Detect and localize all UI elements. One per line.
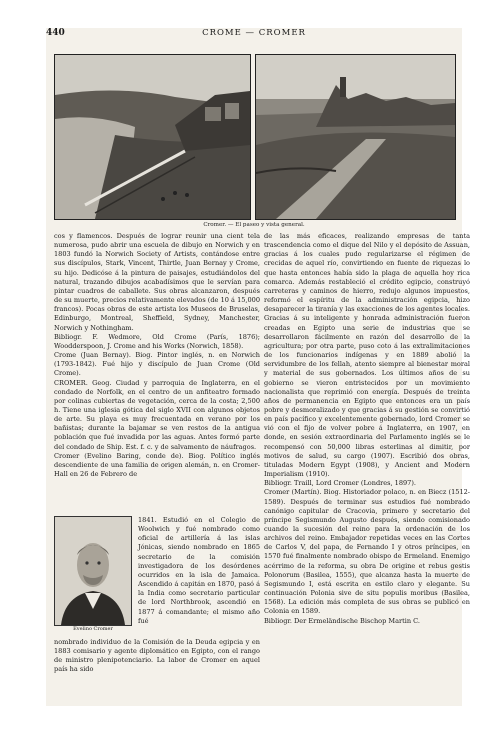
paragraph-cromer-geography: CROMER. Geog. Ciudad y parroquia de Inglaterra, en el condado de Norfolk, en el centro de un anfiteatro formado por colinas cubiertas de vegetación, cerca de la costa; 2,500 h. Tiene una iglesia gótica del siglo XVII con algunos objetos de arte. Su playa es muy frecuentada en verano por los bañistas; durante la bajamar se ven restos de la antigua población que fué invadida por las aguas. Antes formó parte del condado de Ship. Est. f. c. y de salvamento de náufragos.	[54, 378, 260, 451]
promenade-photo	[54, 54, 251, 220]
paragraph-cromer-egypt: de las más eficaces, realizando empresas de tanta trascendencia como el dique del Nilo y el depósito de Assuan, gracias á los cuales pudo regularizarse el régimen de crecidas de aquel río, convirtiendo en fuente de riquezas lo que hasta entonces había sido la plaga de aquella hoy rica comarca. Además restableció el crédito egipcio, construyó carreteras y caminos de hierro, redujo algunos impuestos, reformó el espíritu de la administración egipcia, hizo desaparecer la tiranía y las exacciones de los agentes locales. Gracias á su inteligente y honrada administración fueron creadas en Egipto una serie de industrias que se desarrollaron fácilmente en razón del desarrollo de la agricultura; por otra parte, puso coto á las extralimitaciones de los funcionarios indígenas y en 1889 abolió la servidumbre de los fellah, atento siempre al bienestar moral y material de sus gobernados. Los últimos años de su gobierno se vieron entristecidos por un movimiento nacionalista que reprimió con energía. Después de treinta años de permanencia en Egipto que entonces era un país pobre y desmoralizado y que gracias á su gestión se convirtió en país pacífico y excelentemente gobernado, lord Cromer se vió con el fijo de volver pobre á Inglaterra, en 1907, en donde, en sesión extraordinaria del Parlamento inglés se le recompensó con 50,000 libras esterlinas al dimitir, por motivos de salud, su cargo (1907). Escribió dos obras, tituladas Modern Egypt (1908), y Ancient and Modern Imperialism (1910).	[264, 232, 470, 479]
running-header	[46, 28, 462, 42]
paragraph-cromer-martin: Cromer (Martín). Biog. Historiador polaco, n. en Biecz (1512-1589). Después de terminar sus estudios fué nombrado canónigo capitular de Cracovia, primero y secretario del príncipe Segismundo Augusto después, siendo comisionado cuando la sucesión del reino para la ordenación de los archivos del reino. Embajador repetidas veces en las Cortes de Carlos V, del papa, de Fernando I y otros príncipes, en 1570 fué finalmente nombrado obispo de Ermeland. Enemigo acérrimo de la reforma, su obra De origine et rebus gestis Polonorum (Basilea, 1555), que alcanza hasta la muerte de Segismundo I, está escrita en estilo claro y elegante. Su continuación Polonia sive de situ populis moribus (Basilea, 1568). La edición más completa de sus obras se publicó en Colonia en 1589.	[264, 488, 470, 616]
left-column-bottom: nombrado individuo de la Comisión de la Deuda egipcia y en 1883 comisario y agente diplomático en Egipto, con el rango de ministro plenipotenciario. La labor de Cromer en aquel país ha sido	[54, 638, 260, 674]
paragraph-bibliography-martin: Bibliogr. Der Ermeländische Bischop Martin C.	[264, 616, 420, 625]
page-title: CROME — CROMER	[202, 28, 306, 38]
general-view-photo	[255, 54, 456, 220]
photo-plate	[54, 54, 454, 218]
paragraph-bibliography-traill: Bibliogr. Traill, Lord Cromer (Londres, 1897).	[264, 479, 416, 488]
page-number: 440	[46, 28, 65, 38]
paragraph-crome-juan-bernay: Crome (Juan Bernay). Biog. Pintor inglés, n. en Norwich (1793-1842). Fué hijo y discípulo de Juan Crome (Old Crome).	[54, 351, 260, 378]
left-column	[54, 232, 260, 479]
portrait-photo	[54, 516, 132, 626]
portrait-figure	[54, 516, 132, 636]
text-beside-portrait: 1841. Estudió en el Colegio de Woolwich y fué nombrado como oficial de artillería á las islas Jónicas, siendo nombrado en 1865 secretario de la comisión investigadora de los desórdenes ocurridos en la isla de Jamaica. Ascendido á capitán en 1870, pasó á la India como secretario particular de lord Northbrook, ascendió en 1877 á comandante; el mismo año fué	[138, 516, 260, 625]
figure-caption: Cromer. — El paseo y vista general.	[203, 222, 305, 228]
paragraph-crome-biography: cos y flamencos. Después de lograr reunir una cient tela numerosa, pudo abrir una escuela de dibujo en Norwich y en 1803 fundó la Norwich Society of Artists, contándose entre sus discípulos, Stark, Vincent, Thirtle, Juan Bernay y Crome, su hijo. Dedicóse á la pintura de paisajes, estudiándolos del natural, trazando dibujos acabadísimos que le servían para pintar cuadros de caballete. Sus obras alcanzaron, después de su muerte, precios relativamente elevados (de 10 á 15,000 francos). Pocas obras de este artista los Museos de Bruselas, Edinburgo, Montreal, Sheffield, Sydney, Manchester, Norwich y Nothingham.	[54, 232, 260, 332]
paragraph-cromer-evelino-intro: Cromer (Evelino Baring, conde de). Biog. Político inglés descendiente de una familia de origen alemán, n. en Cromer-Hall en 26 de Febrero de	[54, 451, 260, 479]
portrait-caption: Evelino Cromer	[73, 626, 113, 632]
right-column	[264, 232, 470, 626]
paragraph-bibliography-crome: Bibliogr. F. Wedmore, Old Crome (París, 1876); Woodderspoon, J. Crome and his Works (Norwich, 1858).	[54, 332, 260, 350]
book-page	[46, 28, 470, 706]
